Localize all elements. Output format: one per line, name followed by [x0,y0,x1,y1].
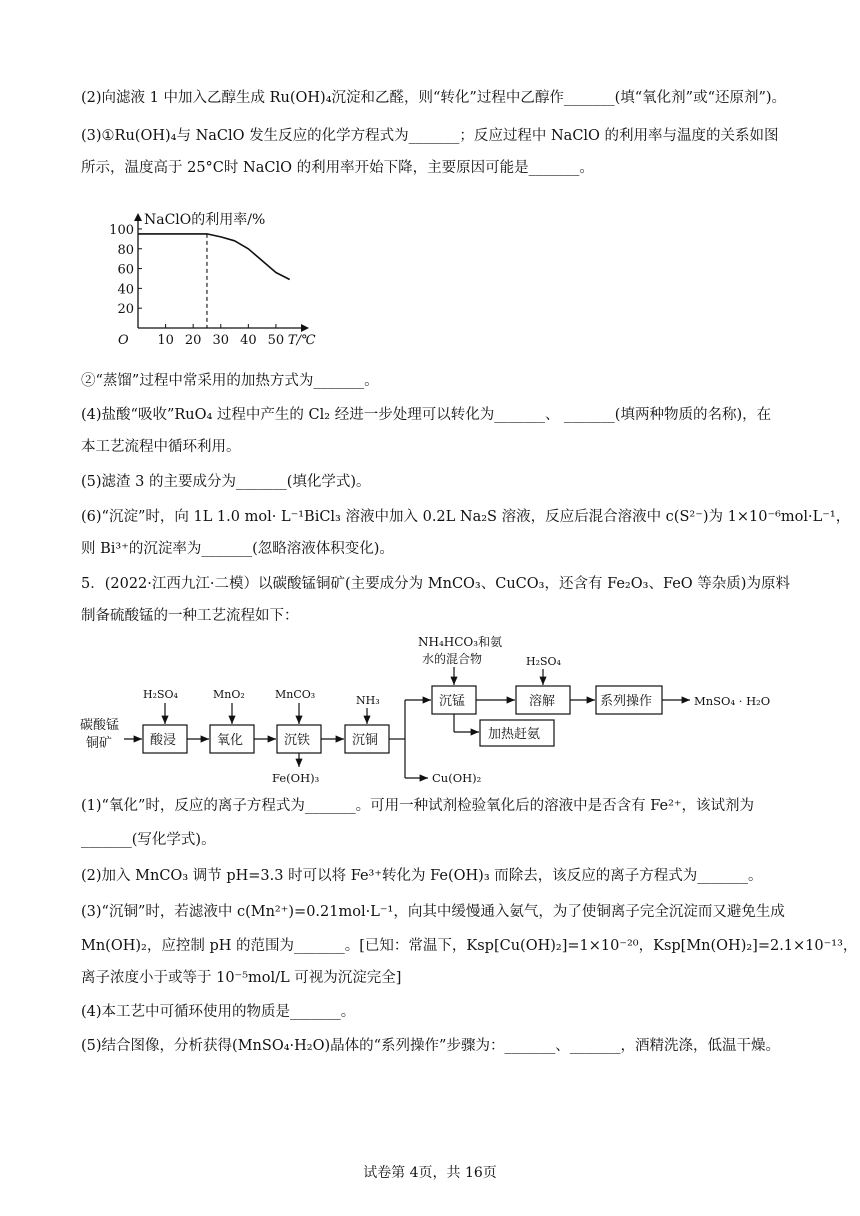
process-flow-diagram [76,632,796,792]
input-nh4hco3-ammonia-line1: NH₄HCO₃和氨 [418,635,503,649]
box-dissolution-label: 溶解 [529,694,556,709]
question-4-2: (2)向滤液 1 中加入乙醇生成 Ru(OH)₄沉淀和乙醛，则“转化”过程中乙醇作_______(填“氧化剂”或“还原剂”)。 [81,90,787,106]
question-4-3-line1: (3)①Ru(OH)₄与 NaClO 发生反应的化学方程式为_______；反应过程中 NaClO 的利用率与温度的关系如图 [81,128,779,144]
question-4-3-part2: ②“蒸馏”过程中常采用的加热方式为_______。 [81,373,379,389]
question-4-6-line1: (6)“沉淀”时，向 1L 1.0 mol· L⁻¹BiCl₃ 溶液中加入 0.2L Na₂S 溶液，反应后混合溶液中 c(S²⁻)为 1×10⁻⁶mol·L⁻¹， [81,509,851,525]
x-axis-label: T/℃ [287,333,316,348]
box-heat-remove-ammonia-label: 加热赶氨 [488,727,541,742]
question-5-3-line1: (3)“沉铜”时，若滤液中 c(Mn²⁺)=0.21mol·L⁻¹，向其中缓慢通入氨气，为了使铜离子完全沉淀而又避免生成 [81,904,785,920]
question-5-1-line2: _______(写化学式)。 [81,832,216,848]
y-axis-arrow [134,213,142,221]
x-tick-label: 50 [267,333,285,348]
x-tick-label: 30 [212,333,230,348]
question-4-6-line2: 则 Bi³⁺的沉淀率为_______(忽略溶液体积变化)。 [81,541,394,557]
ore-label-2: 铜矿 [86,736,113,751]
box-acid-leach-label: 酸浸 [150,733,177,748]
y-tick-label: 20 [117,302,134,318]
output-fe-oh3: Fe(OH)₃ [272,771,320,785]
origin-label: O [118,333,129,348]
question-4-3-line2: 所示，温度高于 25°C时 NaClO 的利用率开始下降，主要原因可能是_______。 [81,160,594,176]
input-nh3: NH₃ [356,694,380,707]
chart-title: NaClO的利用率/% [144,212,266,228]
question-4-4-line1: (4)盐酸“吸收”RuO₄ 过程中产生的 Cl₂ 经进一步处理可以转化为_______、 _______(填两种物质的名称)，在 [81,407,772,423]
question-5-3-line3: 离子浓度小于或等于 10⁻⁵mol/L 可视为沉淀完全] [81,970,402,986]
product-mnso4-h2o: MnSO₄ · H₂O [694,694,771,708]
input-h2so4-2: H₂SO₄ [526,655,561,668]
x-tick-label: 10 [157,333,174,348]
utilization-curve [138,234,290,280]
y-tick-label: 40 [117,282,134,298]
input-mnco3: MnCO₃ [275,688,316,701]
box-copper-precipitation-label: 沉铜 [352,733,379,748]
y-tick-label: 60 [117,262,134,278]
box-manganese-precipitation-label: 沉锰 [439,694,466,709]
question-4-5: (5)滤渣 3 的主要成分为_______(填化学式)。 [81,474,371,490]
y-tick-label: 100 [109,222,134,238]
box-series-operations-label: 系列操作 [600,694,653,709]
box-iron-precipitation-label: 沉铁 [284,733,311,748]
y-tick-label: 80 [117,242,134,258]
question-5-1-line1: (1)“氧化”时，反应的离子方程式为_______。可用一种试剂检验氧化后的溶液中是否含有 Fe²⁺，该试剂为 [81,798,755,814]
question-5-4: (4)本工艺中可循环使用的物质是_______。 [81,1004,356,1020]
question-5-3-line2: Mn(OH)₂，应控制 pH 的范围为_______。[已知：常温下，Ksp[Cu(OH)₂]=1×10⁻²⁰，Ksp[Mn(OH)₂]=2.1×10⁻¹³， [81,938,858,954]
input-nh4hco3-ammonia-line2: 水的混合物 [422,652,483,666]
input-h2so4-1: H₂SO₄ [143,688,178,701]
problem-5-intro-line1: 5．(2022·江西九江·二模）以碳酸锰铜矿(主要成分为 MnCO₃、CuCO₃，还含有 Fe₂O₃、FeO 等杂质)为原料 [81,576,790,592]
x-tick-label: 40 [240,333,257,348]
x-tick-label: 20 [184,333,202,348]
question-5-5: (5)结合图像，分析获得(MnSO₄·H₂O)晶体的“系列操作”步骤为：_______、_______，酒精洗涤，低温干燥。 [81,1038,780,1054]
input-mno2: MnO₂ [213,688,245,701]
page-footer: 试卷第 4页，共 16页 [363,1165,497,1181]
question-4-4-line2: 本工艺流程中循环利用。 [81,439,241,455]
problem-5-intro-line2: 制备硫酸锰的一种工艺流程如下： [81,608,299,624]
box-oxidation-label: 氧化 [217,733,244,748]
naclo-utilization-chart [100,208,316,350]
ore-label-1: 碳酸锰 [80,718,120,733]
output-cu-oh2: Cu(OH)₂ [432,771,482,785]
x-axis-arrow [301,324,309,332]
question-5-2: (2)加入 MnCO₃ 调节 pH=3.3 时可以将 Fe³⁺转化为 Fe(OH)₃ 而除去，该反应的离子方程式为_______。 [81,868,763,884]
